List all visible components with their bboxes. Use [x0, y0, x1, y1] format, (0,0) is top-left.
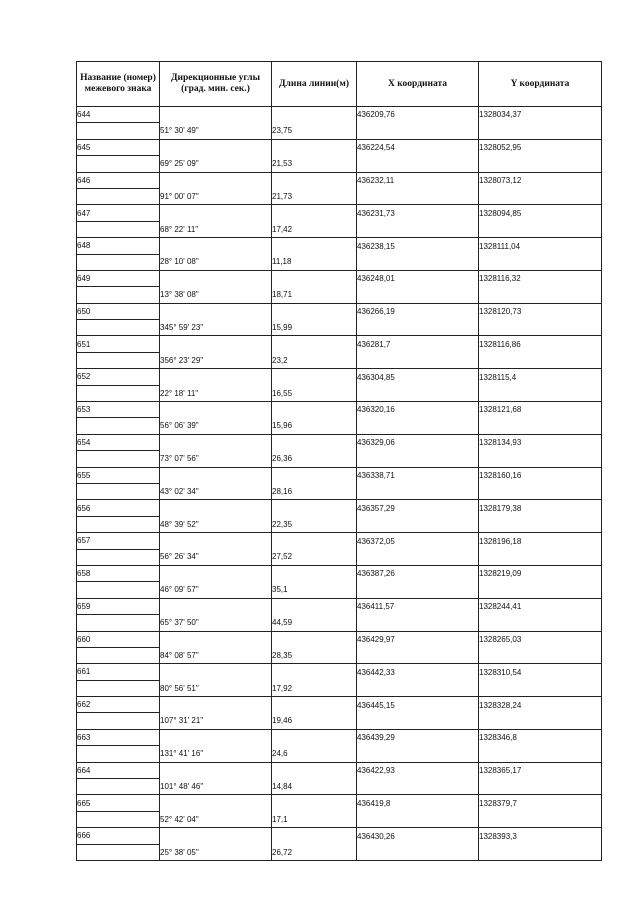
y-coordinate-value: 1328179,38	[479, 500, 602, 516]
x-coordinate-value: 436445,15	[357, 697, 479, 713]
table-row-segment	[77, 254, 602, 270]
empty-cell	[357, 746, 479, 762]
empty-cell	[357, 156, 479, 172]
empty-cell	[272, 303, 357, 319]
y-coordinate-value: 1328116,86	[479, 336, 602, 352]
empty-cell	[479, 615, 602, 631]
table-row-point	[77, 238, 602, 254]
empty-cell	[77, 582, 160, 598]
empty-cell	[77, 483, 160, 499]
empty-cell	[357, 647, 479, 663]
empty-cell	[160, 172, 272, 188]
direction-angle-value: 43° 02' 34"	[160, 483, 272, 499]
empty-cell	[272, 598, 357, 614]
direction-angle-value: 51° 30' 49"	[160, 123, 272, 139]
x-coordinate-value: 436281,7	[357, 336, 479, 352]
empty-cell	[272, 172, 357, 188]
empty-cell	[479, 451, 602, 467]
empty-cell	[77, 221, 160, 237]
empty-cell	[160, 828, 272, 844]
empty-cell	[160, 139, 272, 155]
marker-number: 651	[77, 336, 160, 352]
table-row-segment	[77, 680, 602, 696]
empty-cell	[77, 287, 160, 303]
x-coordinate-value: 436209,76	[357, 107, 479, 123]
empty-cell	[272, 729, 357, 745]
x-coordinate-value: 436419,8	[357, 795, 479, 811]
table-row-point	[77, 336, 602, 352]
header-y-coordinate: Y координата	[479, 62, 602, 107]
direction-angle-value: 46° 09' 57"	[160, 582, 272, 598]
empty-cell	[272, 238, 357, 254]
empty-cell	[77, 451, 160, 467]
empty-cell	[357, 123, 479, 139]
y-coordinate-value: 1328310,54	[479, 664, 602, 680]
empty-cell	[357, 385, 479, 401]
empty-cell	[77, 385, 160, 401]
marker-number: 644	[77, 107, 160, 123]
empty-cell	[77, 123, 160, 139]
marker-number: 650	[77, 303, 160, 319]
y-coordinate-value: 1328111,04	[479, 238, 602, 254]
y-coordinate-value: 1328328,24	[479, 697, 602, 713]
line-length-value: 26,36	[272, 451, 357, 467]
empty-cell	[272, 762, 357, 778]
empty-cell	[479, 287, 602, 303]
empty-cell	[160, 369, 272, 385]
empty-cell	[357, 615, 479, 631]
empty-cell	[77, 516, 160, 532]
empty-cell	[160, 238, 272, 254]
empty-cell	[272, 402, 357, 418]
line-length-value: 23,2	[272, 352, 357, 368]
y-coordinate-value: 1328160,16	[479, 467, 602, 483]
line-length-value: 23,75	[272, 123, 357, 139]
empty-cell	[272, 270, 357, 286]
x-coordinate-value: 436266,19	[357, 303, 479, 319]
line-length-value: 15,96	[272, 418, 357, 434]
x-coordinate-value: 436329,06	[357, 434, 479, 450]
empty-cell	[479, 779, 602, 795]
marker-number: 648	[77, 238, 160, 254]
marker-number: 647	[77, 205, 160, 221]
marker-number: 664	[77, 762, 160, 778]
direction-angle-value: 48° 39' 52"	[160, 516, 272, 532]
marker-number: 654	[77, 434, 160, 450]
marker-number: 649	[77, 270, 160, 286]
table-row-point	[77, 107, 602, 123]
empty-cell	[357, 779, 479, 795]
marker-number: 663	[77, 729, 160, 745]
line-length-value: 15,99	[272, 320, 357, 336]
line-length-value: 27,52	[272, 549, 357, 565]
y-coordinate-value: 1328115,4	[479, 369, 602, 385]
table-row-point	[77, 500, 602, 516]
line-length-value: 28,35	[272, 647, 357, 663]
table-row-point	[77, 828, 602, 844]
x-coordinate-value: 436304,85	[357, 369, 479, 385]
table-row-segment	[77, 582, 602, 598]
y-coordinate-value: 1328094,85	[479, 205, 602, 221]
table-row-segment	[77, 647, 602, 663]
empty-cell	[77, 844, 160, 860]
table-row-point	[77, 729, 602, 745]
empty-cell	[160, 631, 272, 647]
empty-cell	[77, 713, 160, 729]
table-row-point	[77, 402, 602, 418]
direction-angle-value: 52° 42' 04"	[160, 811, 272, 827]
table-header-row	[77, 62, 602, 107]
empty-cell	[160, 107, 272, 123]
x-coordinate-value: 436411,57	[357, 598, 479, 614]
empty-cell	[357, 844, 479, 860]
empty-cell	[272, 139, 357, 155]
empty-cell	[160, 729, 272, 745]
direction-angle-value: 345° 59' 23"	[160, 320, 272, 336]
empty-cell	[479, 156, 602, 172]
x-coordinate-value: 436338,71	[357, 467, 479, 483]
empty-cell	[479, 516, 602, 532]
table-row-point	[77, 533, 602, 549]
table-row-point	[77, 565, 602, 581]
empty-cell	[272, 565, 357, 581]
line-length-value: 18,71	[272, 287, 357, 303]
x-coordinate-value: 436442,33	[357, 664, 479, 680]
empty-cell	[479, 254, 602, 270]
empty-cell	[479, 811, 602, 827]
table-row-segment	[77, 844, 602, 860]
x-coordinate-value: 436429,97	[357, 631, 479, 647]
line-length-value: 17,1	[272, 811, 357, 827]
x-coordinate-value: 436232,11	[357, 172, 479, 188]
empty-cell	[357, 680, 479, 696]
line-length-value: 17,42	[272, 221, 357, 237]
y-coordinate-value: 1328134,93	[479, 434, 602, 450]
table-row-segment	[77, 385, 602, 401]
empty-cell	[272, 500, 357, 516]
direction-angle-value: 65° 37' 50"	[160, 615, 272, 631]
table-row-segment	[77, 713, 602, 729]
table-row-segment	[77, 615, 602, 631]
header-direction-angles: Дирекционные углы (град. мин. сек.)	[160, 62, 272, 107]
empty-cell	[479, 680, 602, 696]
direction-angle-value: 131° 41' 16"	[160, 746, 272, 762]
empty-cell	[77, 156, 160, 172]
empty-cell	[272, 467, 357, 483]
header-marker-name: Название (номер) межевого знака	[77, 62, 160, 107]
table-row-point	[77, 762, 602, 778]
direction-angle-value: 56° 06' 39"	[160, 418, 272, 434]
empty-cell	[479, 385, 602, 401]
direction-angle-value: 69° 25' 09"	[160, 156, 272, 172]
marker-number: 666	[77, 828, 160, 844]
x-coordinate-value: 436387,26	[357, 565, 479, 581]
table-row-segment	[77, 516, 602, 532]
direction-angle-value: 22° 18' 11"	[160, 385, 272, 401]
marker-number: 653	[77, 402, 160, 418]
empty-cell	[77, 254, 160, 270]
empty-cell	[160, 664, 272, 680]
empty-cell	[357, 582, 479, 598]
table-row-point	[77, 631, 602, 647]
line-length-value: 24,6	[272, 746, 357, 762]
y-coordinate-value: 1328244,41	[479, 598, 602, 614]
marker-number: 658	[77, 565, 160, 581]
empty-cell	[77, 746, 160, 762]
direction-angle-value: 25° 38' 05"	[160, 844, 272, 860]
empty-cell	[357, 483, 479, 499]
line-length-value: 17,92	[272, 680, 357, 696]
table-row-segment	[77, 746, 602, 762]
empty-cell	[479, 713, 602, 729]
empty-cell	[160, 205, 272, 221]
line-length-value: 28,16	[272, 483, 357, 499]
empty-cell	[479, 352, 602, 368]
boundary-coordinates-table	[76, 61, 602, 861]
direction-angle-value: 73° 07' 56"	[160, 451, 272, 467]
marker-number: 657	[77, 533, 160, 549]
line-length-value: 22,35	[272, 516, 357, 532]
table-row-segment	[77, 451, 602, 467]
empty-cell	[160, 500, 272, 516]
direction-angle-value: 91° 00' 07"	[160, 188, 272, 204]
direction-angle-value: 68° 22' 11"	[160, 221, 272, 237]
empty-cell	[77, 647, 160, 663]
direction-angle-value: 356° 23' 29"	[160, 352, 272, 368]
x-coordinate-value: 436422,93	[357, 762, 479, 778]
table-row-segment	[77, 320, 602, 336]
empty-cell	[357, 549, 479, 565]
y-coordinate-value: 1328052,95	[479, 139, 602, 155]
empty-cell	[77, 811, 160, 827]
line-length-value: 21,53	[272, 156, 357, 172]
empty-cell	[357, 254, 479, 270]
direction-angle-value: 13° 38' 08"	[160, 287, 272, 303]
empty-cell	[272, 434, 357, 450]
marker-number: 646	[77, 172, 160, 188]
table-row-point	[77, 205, 602, 221]
empty-cell	[160, 270, 272, 286]
table-row-segment	[77, 221, 602, 237]
marker-number: 660	[77, 631, 160, 647]
empty-cell	[479, 844, 602, 860]
y-coordinate-value: 1328219,09	[479, 565, 602, 581]
empty-cell	[479, 221, 602, 237]
empty-cell	[77, 320, 160, 336]
empty-cell	[357, 516, 479, 532]
line-length-value: 11,18	[272, 254, 357, 270]
table-row-segment	[77, 188, 602, 204]
empty-cell	[357, 287, 479, 303]
marker-number: 659	[77, 598, 160, 614]
table-row-segment	[77, 779, 602, 795]
table-row-point	[77, 369, 602, 385]
empty-cell	[479, 320, 602, 336]
empty-cell	[160, 402, 272, 418]
y-coordinate-value: 1328034,37	[479, 107, 602, 123]
y-coordinate-value: 1328365,17	[479, 762, 602, 778]
y-coordinate-value: 1328196,18	[479, 533, 602, 549]
empty-cell	[272, 369, 357, 385]
empty-cell	[77, 418, 160, 434]
marker-number: 656	[77, 500, 160, 516]
empty-cell	[357, 451, 479, 467]
table-row-point	[77, 795, 602, 811]
empty-cell	[357, 713, 479, 729]
y-coordinate-value: 1328393,3	[479, 828, 602, 844]
empty-cell	[160, 303, 272, 319]
empty-cell	[160, 762, 272, 778]
line-length-value: 44,59	[272, 615, 357, 631]
empty-cell	[77, 549, 160, 565]
table-row-point	[77, 467, 602, 483]
empty-cell	[272, 107, 357, 123]
direction-angle-value: 56° 26' 34"	[160, 549, 272, 565]
table-body	[77, 107, 602, 861]
line-length-value: 14,84	[272, 779, 357, 795]
empty-cell	[160, 336, 272, 352]
empty-cell	[160, 467, 272, 483]
x-coordinate-value: 436248,01	[357, 270, 479, 286]
x-coordinate-value: 436231,73	[357, 205, 479, 221]
marker-number: 662	[77, 697, 160, 713]
marker-number: 652	[77, 369, 160, 385]
empty-cell	[272, 828, 357, 844]
empty-cell	[357, 320, 479, 336]
y-coordinate-value: 1328265,03	[479, 631, 602, 647]
table-row-segment	[77, 811, 602, 827]
marker-number: 645	[77, 139, 160, 155]
x-coordinate-value: 436430,26	[357, 828, 479, 844]
x-coordinate-value: 436372,05	[357, 533, 479, 549]
empty-cell	[272, 336, 357, 352]
table-row-point	[77, 139, 602, 155]
table-row-segment	[77, 549, 602, 565]
line-length-value: 16,55	[272, 385, 357, 401]
direction-angle-value: 80° 56' 51"	[160, 680, 272, 696]
empty-cell	[160, 795, 272, 811]
table-row-segment	[77, 287, 602, 303]
empty-cell	[77, 779, 160, 795]
y-coordinate-value: 1328116,32	[479, 270, 602, 286]
table-row-point	[77, 172, 602, 188]
y-coordinate-value: 1328121,68	[479, 402, 602, 418]
empty-cell	[272, 631, 357, 647]
marker-number: 655	[77, 467, 160, 483]
empty-cell	[77, 680, 160, 696]
empty-cell	[272, 533, 357, 549]
y-coordinate-value: 1328120,73	[479, 303, 602, 319]
line-length-value: 19,46	[272, 713, 357, 729]
table-row-segment	[77, 352, 602, 368]
empty-cell	[479, 188, 602, 204]
empty-cell	[479, 418, 602, 434]
table-row-segment	[77, 123, 602, 139]
empty-cell	[272, 697, 357, 713]
line-length-value: 35,1	[272, 582, 357, 598]
empty-cell	[357, 352, 479, 368]
empty-cell	[357, 418, 479, 434]
x-coordinate-value: 436224,54	[357, 139, 479, 155]
line-length-value: 26,72	[272, 844, 357, 860]
empty-cell	[357, 221, 479, 237]
empty-cell	[77, 615, 160, 631]
direction-angle-value: 84° 08' 57"	[160, 647, 272, 663]
x-coordinate-value: 436439,29	[357, 729, 479, 745]
empty-cell	[479, 582, 602, 598]
empty-cell	[160, 533, 272, 549]
table-row-point	[77, 434, 602, 450]
marker-number: 661	[77, 664, 160, 680]
table-row-point	[77, 303, 602, 319]
y-coordinate-value: 1328346,8	[479, 729, 602, 745]
header-line-length: Длина линии(м)	[272, 62, 357, 107]
table-row-point	[77, 664, 602, 680]
table-row-segment	[77, 483, 602, 499]
x-coordinate-value: 436357,29	[357, 500, 479, 516]
empty-cell	[272, 664, 357, 680]
empty-cell	[479, 647, 602, 663]
line-length-value: 21,73	[272, 188, 357, 204]
empty-cell	[160, 565, 272, 581]
empty-cell	[357, 811, 479, 827]
direction-angle-value: 28° 10' 08"	[160, 254, 272, 270]
y-coordinate-value: 1328073,12	[479, 172, 602, 188]
marker-number: 665	[77, 795, 160, 811]
empty-cell	[272, 205, 357, 221]
y-coordinate-value: 1328379,7	[479, 795, 602, 811]
empty-cell	[479, 549, 602, 565]
direction-angle-value: 107° 31' 21"	[160, 713, 272, 729]
empty-cell	[357, 188, 479, 204]
header-x-coordinate: X координата	[357, 62, 479, 107]
table-row-point	[77, 270, 602, 286]
table-row-point	[77, 598, 602, 614]
table-row-segment	[77, 156, 602, 172]
x-coordinate-value: 436238,15	[357, 238, 479, 254]
table-row-segment	[77, 418, 602, 434]
empty-cell	[272, 795, 357, 811]
empty-cell	[479, 123, 602, 139]
empty-cell	[77, 188, 160, 204]
empty-cell	[479, 483, 602, 499]
table-row-point	[77, 697, 602, 713]
empty-cell	[160, 697, 272, 713]
empty-cell	[160, 434, 272, 450]
empty-cell	[77, 352, 160, 368]
empty-cell	[479, 746, 602, 762]
empty-cell	[160, 598, 272, 614]
direction-angle-value: 101° 48' 46"	[160, 779, 272, 795]
x-coordinate-value: 436320,16	[357, 402, 479, 418]
